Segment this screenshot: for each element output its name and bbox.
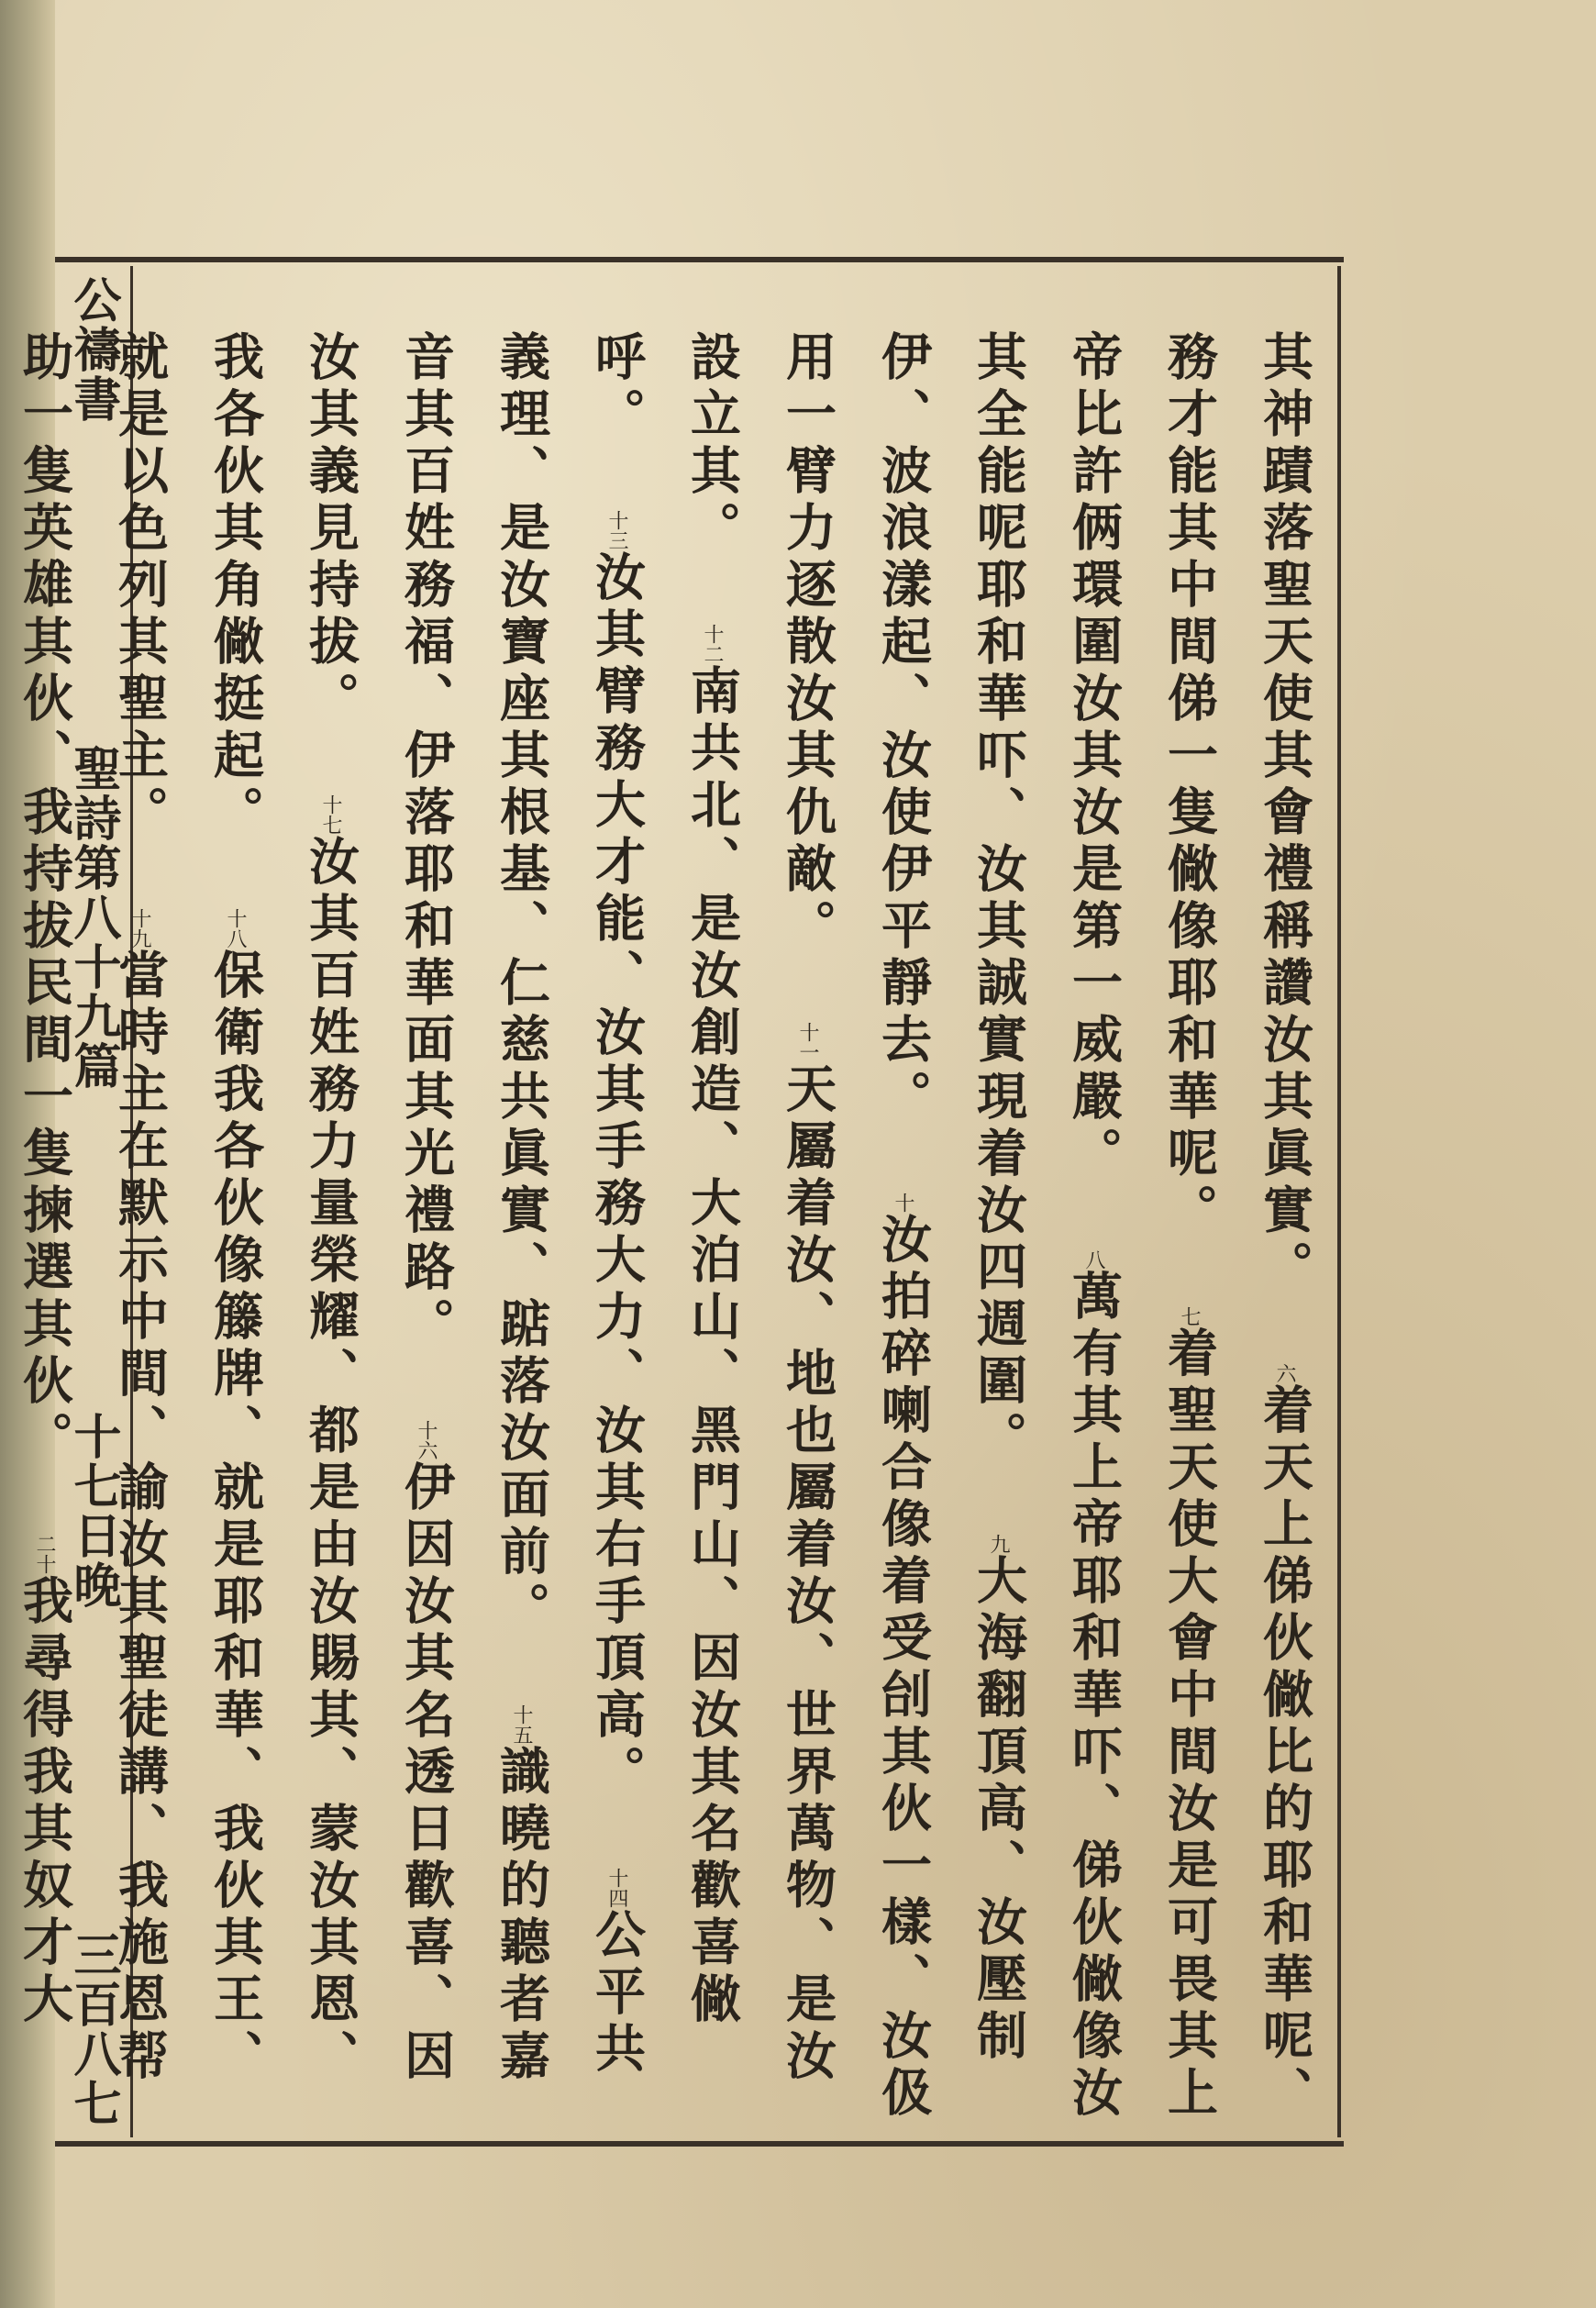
verse-text: 我尋得我其奴才大 (15, 1574, 74, 2029)
verse-text: 汝其臂務大才能、汝其手務大力、汝其右手頂高。 (587, 550, 647, 1802)
verse-text: 大海翻頂高、汝壓制伊、波浪漾起、汝使伊平靜去。 (873, 330, 1028, 2066)
verse-text: 其神蹟落聖天使其會禮稱讚汝其眞實。 (1255, 330, 1314, 1297)
verse-text: 着聖天使大會中間汝是可畏其上帝比許俩環圍汝其汝是第一威嚴。 (1064, 330, 1219, 2123)
verse-number: 十 (892, 1193, 914, 1213)
verse-text: 公平共義理、是汝寶座其根基、仁慈共眞實、踮落汝面前。 (492, 330, 647, 2079)
verse-text: 天屬着汝、地也屬着汝、世界萬物、是汝設立其。 (682, 330, 837, 2086)
verse-number: 十七 (319, 794, 342, 835)
verse-text: 當時主在默示中間、諭汝其聖徒講、我施恩帮助一隻英雄其伙、我持拔民間一隻揀選其伙。 (15, 330, 170, 2086)
verse-number: 十三 (605, 510, 628, 550)
verse-number: 六 (1273, 1363, 1296, 1383)
verse-number: 七 (1178, 1306, 1201, 1326)
verse-text: 識曉的聽者嘉音其百姓務福、伊落耶和華面其光禮路。 (396, 330, 551, 2086)
verse-number: 十六 (415, 1420, 438, 1460)
verse-text: 汝拍碎喇合像着受刣其伙一樣、汝伋用一臂力逐散汝其仇敵。 (778, 330, 933, 2123)
verse-text: 保衛我各伙像籐牌、就是耶和華、我伙其王、就是以色列其聖主。 (110, 330, 265, 2086)
verse-text: 南共北、是汝創造、大泊山、黑門山、因汝其名歡喜僘呼。 (587, 330, 742, 2029)
verse-number: 十五 (510, 1704, 533, 1745)
verse-number: 十九 (128, 908, 151, 949)
verse-number: 十一 (796, 1022, 819, 1062)
verse-number: 十四 (605, 1868, 628, 1908)
section-heading: 聖詩第八十九篇 (65, 744, 121, 1092)
verse-number: 十二 (701, 624, 724, 664)
verse-text: 萬有其上帝耶和華吓、俤伙僘像汝其全能呢耶和華吓、汝其誠實現着汝四週圍。 (969, 330, 1124, 2123)
book-title: 公禱書 (65, 275, 121, 424)
verse-text: 伊因汝其名透日歡喜、因汝其義見持拔。 (301, 330, 456, 2086)
verse-text: 着天上俤伙僘比的耶和華呢、務才能其中間俤一隻僘像耶和華呢。 (1159, 330, 1314, 2123)
verse-number: 二十 (33, 1534, 56, 1574)
verse-number: 九 (987, 1534, 1010, 1554)
service-label: 十七日晚 (65, 1411, 121, 1610)
verse-number: 十八 (224, 908, 247, 949)
verse-number: 八 (1082, 1249, 1105, 1270)
verse-text: 汝其百姓務力量榮耀、都是由汝賜其、蒙汝其恩、我各伙其角僘挺起。 (205, 330, 360, 2086)
page-number: 三百八七 (65, 1929, 121, 2128)
